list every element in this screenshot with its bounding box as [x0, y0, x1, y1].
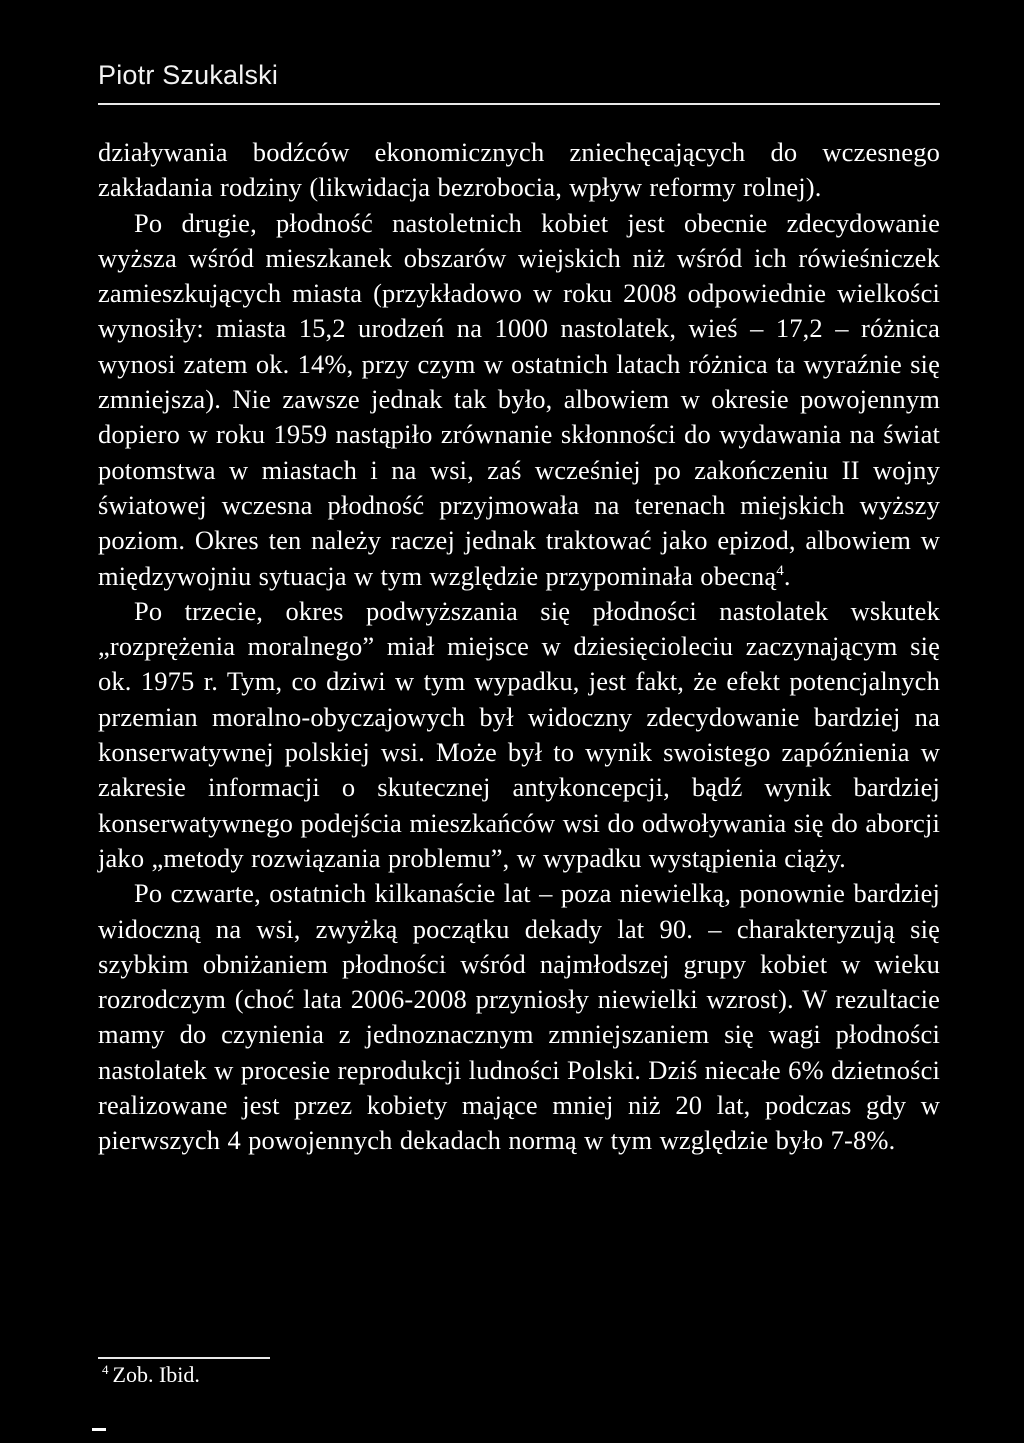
- paragraph-continuation: działywania bodźców ekonomicznych zniechęcających do wczesnego zakładania rodziny (likwidacja bezrobocia, wpływ reformy rolnej).: [98, 137, 940, 203]
- footnote-divider: [98, 1357, 270, 1359]
- paragraph-second-text: Po drugie, płodność nastoletnich kobiet jest obecnie zdecydowanie wyższa wśród mieszkanek obszarów wiejskich niż wśród ich rówieśniczek zamieszkujących miasta (przykładowo w roku 2008 odpowiednie wielkości wynosiły: miasta 15,2 urodzeń na 1000 nastolatek, wieś – 17,2 – różnica wynosi zatem ok. 14%, przy czym w ostatnich latach różnica ta wyraźnie się zmniejsza). Nie zawsze jednak tak było, albowiem w okresie powojennym dopiero w roku 1959 nastąpiło zrównanie skłonności do wydawania na świat potomstwa w miastach i na wsi, zaś wcześniej po zakończeniu II wojny światowej wczesna płodność przyjmowała na terenach miejskich wyższy poziom. Okres ten należy raczej jednak traktować jako epizod, albowiem w międzywojniu sytuacja w tym względzie przypominała obecną: [98, 207, 940, 591]
- header-divider: [98, 103, 940, 105]
- footnote-number: 4: [102, 1361, 109, 1377]
- page-number-fragment: [92, 1428, 106, 1443]
- paragraph-second: [98, 206, 940, 594]
- paragraph-fourth: Po czwarte, ostatnich kilkanaście lat – poza niewielką, ponownie bardziej widoczną na wsi, zwyżką początku dekady lat 90. – charakteryzują się szybkim obniżaniem płodności wśród najmłodszej grupy kobiet w wieku rozrodczym (choć lata 2006-2008 przyniosły niewielki wzrost). W rezultacie mamy do czynienia z jednoznacznym zmniejszaniem się wagi płodności nastolatek w procesie reprodukcji ludności Polski. Dziś niecałe 6% dzietności realizowane jest przez kobiety mające mniej niż 20 lat, podczas gdy w pierwszych 4 powojennych dekadach normą w tym względzie było 7-8%.: [98, 878, 940, 1156]
- footnote-text: Zob. Ibid.: [112, 1362, 200, 1387]
- footnote: [102, 1361, 200, 1389]
- paragraph-third: Po trzecie, okres podwyższania się płodności nastolatek wskutek „rozprężenia moralnego” miał miejsce w dziesięcioleciu zaczynającym się ok. 1975 r. Tym, co dziwi w tym wypadku, jest fakt, że efekt potencjalnych przemian moralno-obyczajowych był widoczny zdecydowanie bardziej na konserwatywnej polskiej wsi. Może był to wynik swoistego zapóźnienia w zakresie informacji o skutecznej antykoncepcji, bądź wynik bardziej konserwatywnego podejścia mieszkańców wsi do odwoływania się do aborcji jako „metody rozwiązania problemu”, w wypadku wystąpienia ciąży.: [98, 595, 940, 873]
- footnote-reference: 4: [776, 562, 784, 579]
- main-text: [98, 135, 940, 1159]
- running-header-author: Piotr Szukalski: [98, 60, 279, 90]
- paragraph-second-end: .: [783, 560, 791, 591]
